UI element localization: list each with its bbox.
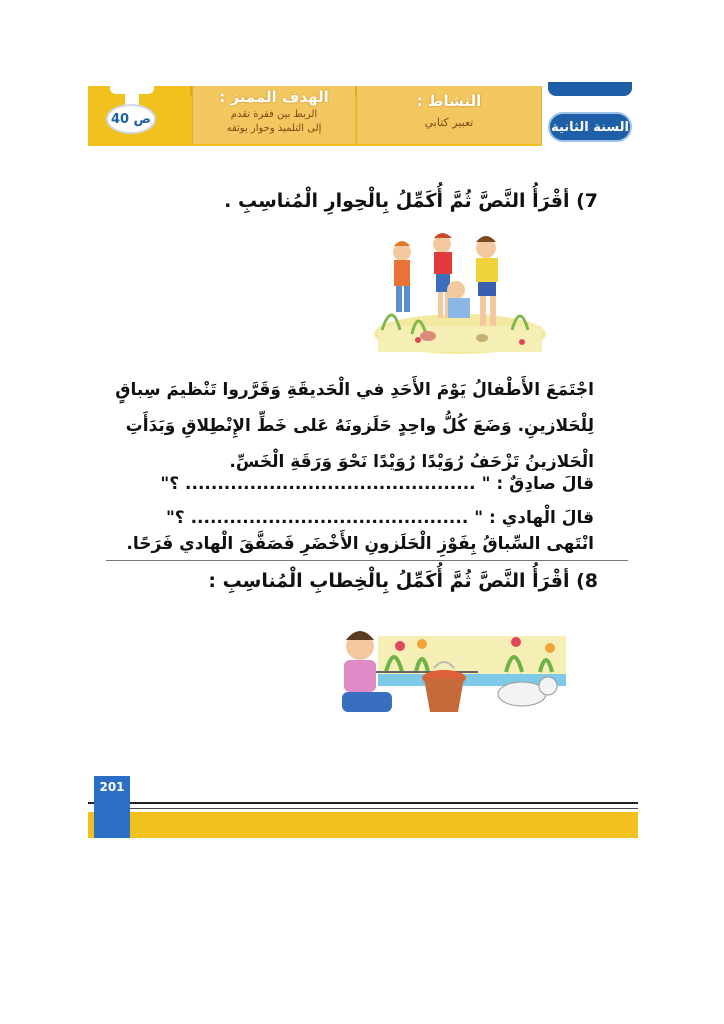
activity-title: النشاط : bbox=[416, 92, 482, 110]
exercise-7-closing bbox=[116, 526, 594, 562]
dialogue-2-end: ؟" bbox=[165, 508, 185, 528]
page-ref-text: ص 40 bbox=[110, 111, 152, 127]
workbook-page bbox=[88, 86, 638, 838]
exercise-8-instruction: 8) أقْرَأُ النَّصَّ ثُمَّ أُكَمِّلُ بِالْخِطابِ الْمُناسِبِ : bbox=[208, 570, 598, 592]
grade-box bbox=[542, 86, 638, 146]
paragraph-line: الْحَلازينُ تَزْحَفُ رُوَيْدًا رُوَيْدًا نَحْوَ وَرَقَةِ الْخَسِّ. bbox=[229, 452, 594, 472]
activity-box bbox=[356, 86, 542, 144]
goal-box bbox=[192, 86, 355, 144]
dialogue-1-end: ؟" bbox=[160, 474, 180, 494]
closing-line: انْتَهى السِّباقُ بِفَوْزِ الْحَلَزونِ الأَخْضَرِ فَصَفَّقَ الْهادي فَرَحًا. bbox=[126, 534, 594, 554]
exercise-7-paragraph bbox=[116, 372, 594, 480]
grade-badge bbox=[548, 112, 632, 142]
dialogue-1-label: قالَ صادِقٌ : " bbox=[481, 474, 594, 494]
footer-rule-inner bbox=[130, 808, 638, 809]
activity-value: تعبير كتابي bbox=[424, 116, 474, 129]
dialogue-1-blank[interactable]: ............................................. bbox=[185, 474, 476, 494]
page-ref-badge bbox=[106, 104, 156, 134]
grade-text: السنة الثانية bbox=[551, 119, 629, 135]
page-ref-box bbox=[88, 86, 190, 146]
page-number-tab bbox=[94, 776, 130, 838]
footer-bar bbox=[88, 812, 638, 838]
grade-tab-shape bbox=[548, 82, 632, 96]
dialogue-line-1 bbox=[116, 466, 594, 502]
page-number: 201 bbox=[99, 780, 125, 794]
section-divider bbox=[106, 560, 628, 561]
boy-grilling-illustration bbox=[326, 626, 566, 732]
footer-rule-top bbox=[88, 802, 638, 804]
goal-title: الهدف المميز : bbox=[219, 88, 329, 106]
paragraph-line: لِلْحَلازينِ. وَضَعَ كُلُّ واحِدٍ حَلَزونَهُ عَلى خَطِّ الإِنْطِلاقِ وَبَدَأَتِ bbox=[125, 416, 594, 436]
children-garden-illustration bbox=[372, 230, 548, 356]
goal-line-2: إلى التلميذ وحوار يوثقه bbox=[226, 123, 322, 134]
paragraph-line: اجْتَمَعَ الأَطْفالُ يَوْمَ الأَحَدِ في الْحَديقَةِ وَقَرَّروا تَنْظيمَ سِباقٍ bbox=[115, 380, 594, 400]
page-header bbox=[88, 86, 638, 146]
exercise-7-instruction: 7) أقْرَأُ النَّصَّ ثُمَّ أُكَمِّلُ بِالْحِوارِ الْمُناسِبِ . bbox=[224, 190, 598, 212]
goal-line-1: الربط بين فقرة تقدم bbox=[230, 109, 318, 120]
dialogue-2-label: قالَ الْهادي : " bbox=[474, 508, 594, 528]
dialogue-2-blank[interactable]: ........................................... bbox=[190, 508, 469, 528]
